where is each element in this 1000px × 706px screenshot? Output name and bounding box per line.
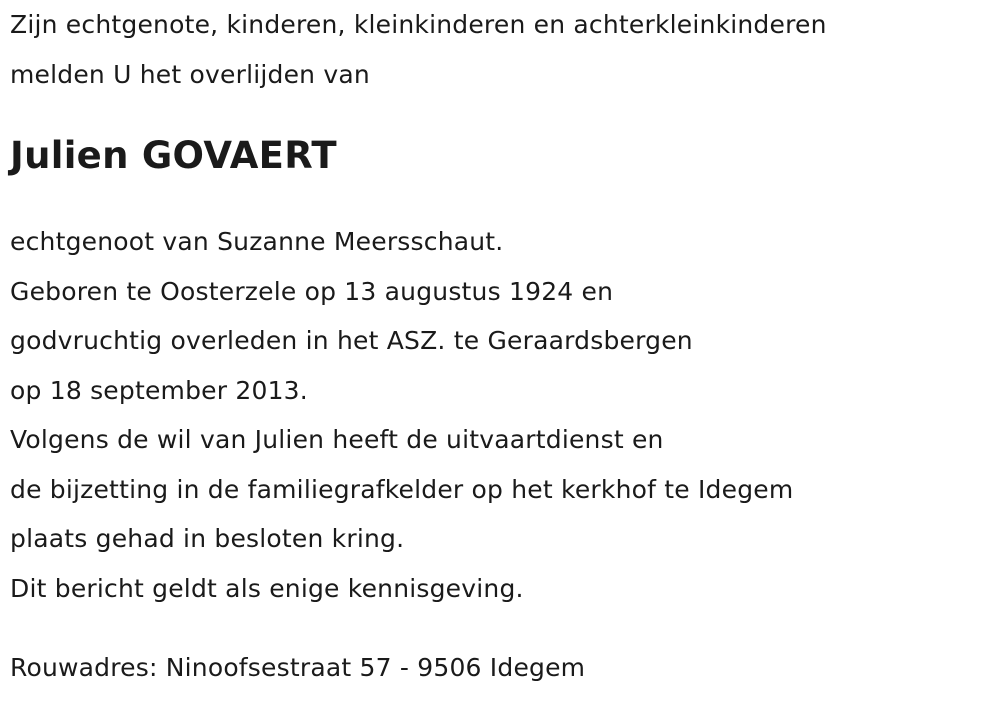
body-line: godvruchtig overleden in het ASZ. te Geraardsbergen bbox=[10, 326, 693, 355]
body-line: plaats gehad in besloten kring. bbox=[10, 524, 405, 553]
body-line: echtgenoot van Suzanne Meersschaut. bbox=[10, 227, 504, 256]
body-line: Geboren te Oosterzele op 13 augustus 1924 en bbox=[10, 276, 614, 306]
body-line: op 18 september 2013. bbox=[10, 375, 308, 405]
deceased-name: Julien GOVAERT bbox=[10, 134, 337, 177]
body-line: Volgens de wil van Julien heeft de uitvaartdienst en bbox=[10, 425, 664, 454]
notice-body bbox=[10, 217, 990, 613]
body-line: de bijzetting in de familiegrafkelder op het kerkhof te Idegem bbox=[10, 474, 794, 504]
mourning-address: Rouwadres: Ninoofsestraat 57 - 9506 Idegem bbox=[10, 653, 586, 682]
body-line: Dit bericht geldt als enige kennisgeving. bbox=[10, 573, 524, 603]
intro-line: Zijn echtgenote, kinderen, kleinkinderen en achterkleinkinderen bbox=[10, 10, 827, 39]
death-notice bbox=[10, 0, 990, 693]
intro-block bbox=[10, 0, 990, 99]
intro-line: melden U het overlijden van bbox=[10, 59, 370, 89]
